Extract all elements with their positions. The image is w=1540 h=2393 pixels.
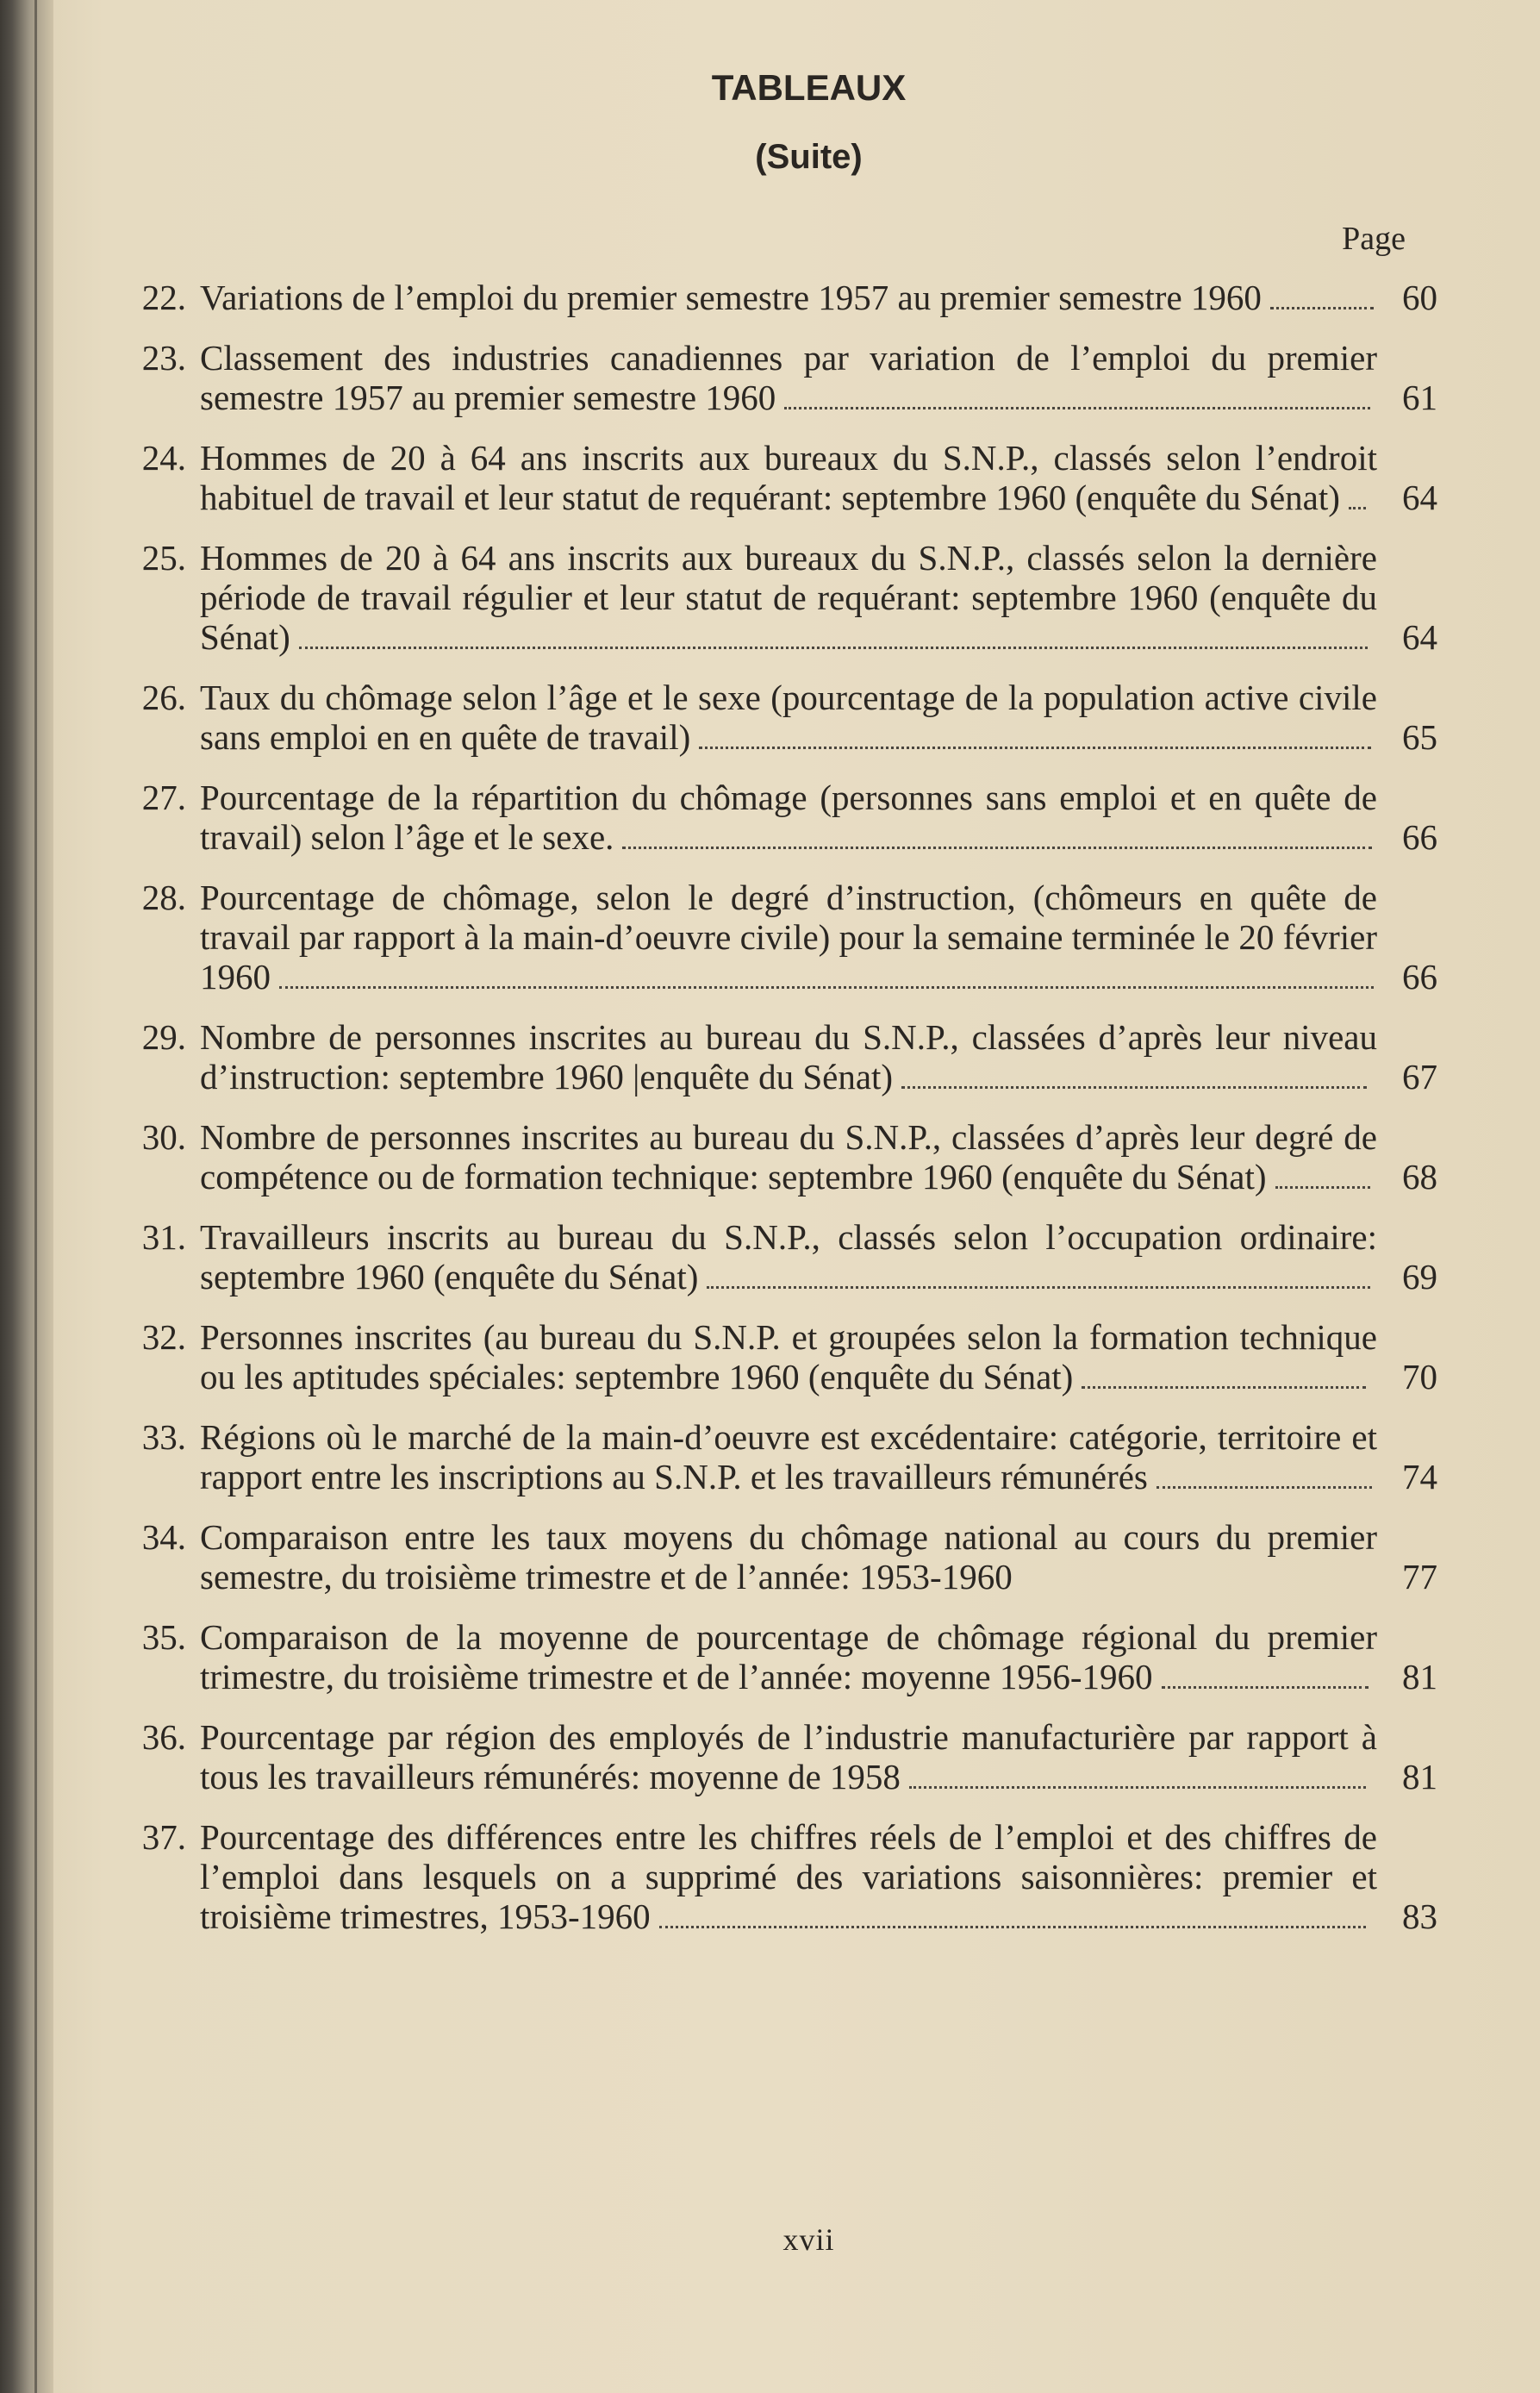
toc-entry-35 xyxy=(119,1617,1437,1696)
toc-entry-27 xyxy=(119,778,1437,857)
table-of-tables xyxy=(119,278,1437,1957)
entry-number: 23. xyxy=(141,338,186,378)
dot-leader xyxy=(279,983,1374,989)
entry-body xyxy=(200,1117,1437,1196)
entry-page-number: 74 xyxy=(1402,1457,1437,1496)
dot-leader xyxy=(622,843,1372,849)
page-folio: xvii xyxy=(782,2222,835,2257)
entry-number: 33. xyxy=(141,1417,186,1457)
entry-body xyxy=(200,278,1437,317)
entry-body xyxy=(200,1817,1437,1936)
entry-body xyxy=(200,538,1437,657)
entry-number: 29. xyxy=(141,1017,186,1057)
entry-page-number: 77 xyxy=(1402,1557,1437,1596)
entry-body xyxy=(200,1317,1437,1396)
entry-page-number: 81 xyxy=(1402,1657,1437,1696)
dot-leader xyxy=(1162,1683,1369,1689)
toc-entry-37 xyxy=(119,1817,1437,1936)
entry-title: Nombre de personnes inscrites au bureau du S.N.P., classées d’après leur degré de compétence ou de formation technique: septembre 1960 (enquête du Sénat) xyxy=(200,1117,1377,1196)
page-title: TABLEAUX xyxy=(711,67,907,108)
toc-entry-32 xyxy=(119,1317,1437,1396)
entry-body xyxy=(200,338,1437,417)
entry-title: Hommes de 20 à 64 ans inscrits aux bureaux du S.N.P., classés selon l’endroit habituel de travail et leur statut de requérant: septembre 1960 (enquête du Sénat) xyxy=(200,438,1377,517)
entry-title: Régions où le marché de la main-d’oeuvre est excédentaire: catégorie, territoire et rapport entre les inscriptions au S.N.P. et les travailleurs rémunérés xyxy=(200,1417,1377,1496)
entry-title: Classement des industries canadiennes par variation de l’emploi du premier semestre 1957 au premier semestre 1960 xyxy=(200,338,1377,417)
entry-page-number: 83 xyxy=(1402,1896,1437,1936)
entry-title: Pourcentage des différences entre les chiffres réels de l’emploi et des chiffres de l’emploi dans lesquels on a supprimé des variations saisonnières: premier et troisième trimestres, 1953-1960 xyxy=(200,1817,1377,1936)
entry-number: 27. xyxy=(141,778,186,817)
entry-number: 36. xyxy=(141,1717,186,1757)
entry-title: Comparaison de la moyenne de pourcentage de chômage régional du premier trimestre, du troisième trimestre et de l’année: moyenne 1956-1960 xyxy=(200,1617,1377,1696)
dot-leader xyxy=(784,403,1370,409)
toc-entry-29 xyxy=(119,1017,1437,1097)
entry-number: 28. xyxy=(141,878,186,917)
entry-number: 31. xyxy=(141,1217,186,1257)
entry-page-number: 66 xyxy=(1402,957,1437,997)
spine-edge xyxy=(34,0,37,2393)
dot-leader xyxy=(909,1783,1366,1789)
entry-body xyxy=(200,1217,1437,1296)
entry-number: 24. xyxy=(141,438,186,478)
entry-page-number: 66 xyxy=(1402,817,1437,857)
entry-title: Pourcentage par région des employés de l’industrie manufacturière par rapport à tous les travailleurs rémunérés: moyenne de 1958 xyxy=(200,1717,1377,1796)
entry-page-number: 68 xyxy=(1402,1157,1437,1196)
entry-page-number: 60 xyxy=(1402,278,1437,317)
entry-title: Personnes inscrites (au bureau du S.N.P. et groupées selon la formation technique ou les aptitudes spéciales: septembre 1960 (enquête du Sénat) xyxy=(200,1317,1377,1396)
page-subtitle: (Suite) xyxy=(755,138,863,176)
entry-number: 22. xyxy=(141,278,186,317)
entry-page-number: 61 xyxy=(1402,378,1437,417)
entry-body xyxy=(200,678,1437,757)
page-column-label: Page xyxy=(1342,221,1406,257)
entry-number: 30. xyxy=(141,1117,186,1157)
dot-leader xyxy=(299,643,1368,649)
entry-page-number: 67 xyxy=(1402,1057,1437,1097)
entry-page-number: 81 xyxy=(1402,1757,1437,1796)
entry-page-number: 65 xyxy=(1402,717,1437,757)
toc-entry-28 xyxy=(119,878,1437,997)
entry-body xyxy=(200,1717,1437,1796)
dot-leader xyxy=(1275,1183,1370,1189)
entry-body xyxy=(200,1417,1437,1496)
toc-entry-22 xyxy=(119,278,1437,317)
entry-number: 34. xyxy=(141,1517,186,1557)
entry-page-number: 64 xyxy=(1402,478,1437,517)
dot-leader xyxy=(1270,303,1374,309)
toc-entry-30 xyxy=(119,1117,1437,1196)
toc-entry-36 xyxy=(119,1717,1437,1796)
entry-number: 25. xyxy=(141,538,186,578)
entry-title: Nombre de personnes inscrites au bureau du S.N.P., classées d’après leur niveau d’instruction: septembre 1960 |enquête du Sénat) xyxy=(200,1017,1377,1097)
entry-page-number: 70 xyxy=(1402,1357,1437,1396)
entry-title: Variations de l’emploi du premier semestre 1957 au premier semestre 1960 xyxy=(200,278,1262,317)
entry-number: 26. xyxy=(141,678,186,717)
entry-body xyxy=(200,1017,1437,1097)
entry-title: Hommes de 20 à 64 ans inscrits aux bureaux du S.N.P., classés selon la dernière période de travail régulier et leur statut de requérant: septembre 1960 (enquête du Sénat) xyxy=(200,538,1377,657)
dot-leader xyxy=(1349,503,1366,509)
entry-number: 35. xyxy=(141,1617,186,1657)
entry-title: Taux du chômage selon l’âge et le sexe (pourcentage de la population active civile sans emploi en en quête de travail) xyxy=(200,678,1377,757)
entry-body xyxy=(200,1617,1437,1696)
dot-leader xyxy=(699,743,1371,749)
dot-leader xyxy=(1157,1483,1372,1489)
entry-body xyxy=(200,778,1437,857)
toc-entry-26 xyxy=(119,678,1437,757)
entry-body xyxy=(200,878,1437,997)
entry-title: Comparaison entre les taux moyens du chômage national au cours du premier semestre, du troisième trimestre et de l’année: 1953-1960 xyxy=(200,1517,1377,1596)
toc-entry-23 xyxy=(119,338,1437,417)
toc-entry-31 xyxy=(119,1217,1437,1296)
entry-title: Pourcentage de la répartition du chômage (personnes sans emploi et en quête de travail) selon l’âge et le sexe. xyxy=(200,778,1377,857)
dot-leader xyxy=(1082,1383,1366,1389)
toc-entry-24 xyxy=(119,438,1437,517)
dot-leader xyxy=(707,1283,1370,1289)
dot-leader xyxy=(659,1922,1366,1928)
entry-title: Travailleurs inscrits au bureau du S.N.P., classés selon l’occupation ordinaire: septembre 1960 (enquête du Sénat) xyxy=(200,1217,1377,1296)
toc-entry-34 xyxy=(119,1517,1437,1596)
entry-page-number: 64 xyxy=(1402,617,1437,657)
entry-page-number: 69 xyxy=(1402,1257,1437,1296)
entry-number: 37. xyxy=(141,1817,186,1857)
toc-entry-25 xyxy=(119,538,1437,657)
entry-number: 32. xyxy=(141,1317,186,1357)
dot-leader xyxy=(901,1083,1367,1089)
entry-title: Pourcentage de chômage, selon le degré d’instruction, (chômeurs en quête de travail par rapport à la main-d’oeuvre civile) pour la semaine terminée le 20 février 1960 xyxy=(200,878,1377,997)
toc-entry-33 xyxy=(119,1417,1437,1496)
entry-body xyxy=(200,1517,1437,1596)
entry-body xyxy=(200,438,1437,517)
book-spine xyxy=(0,0,53,2393)
